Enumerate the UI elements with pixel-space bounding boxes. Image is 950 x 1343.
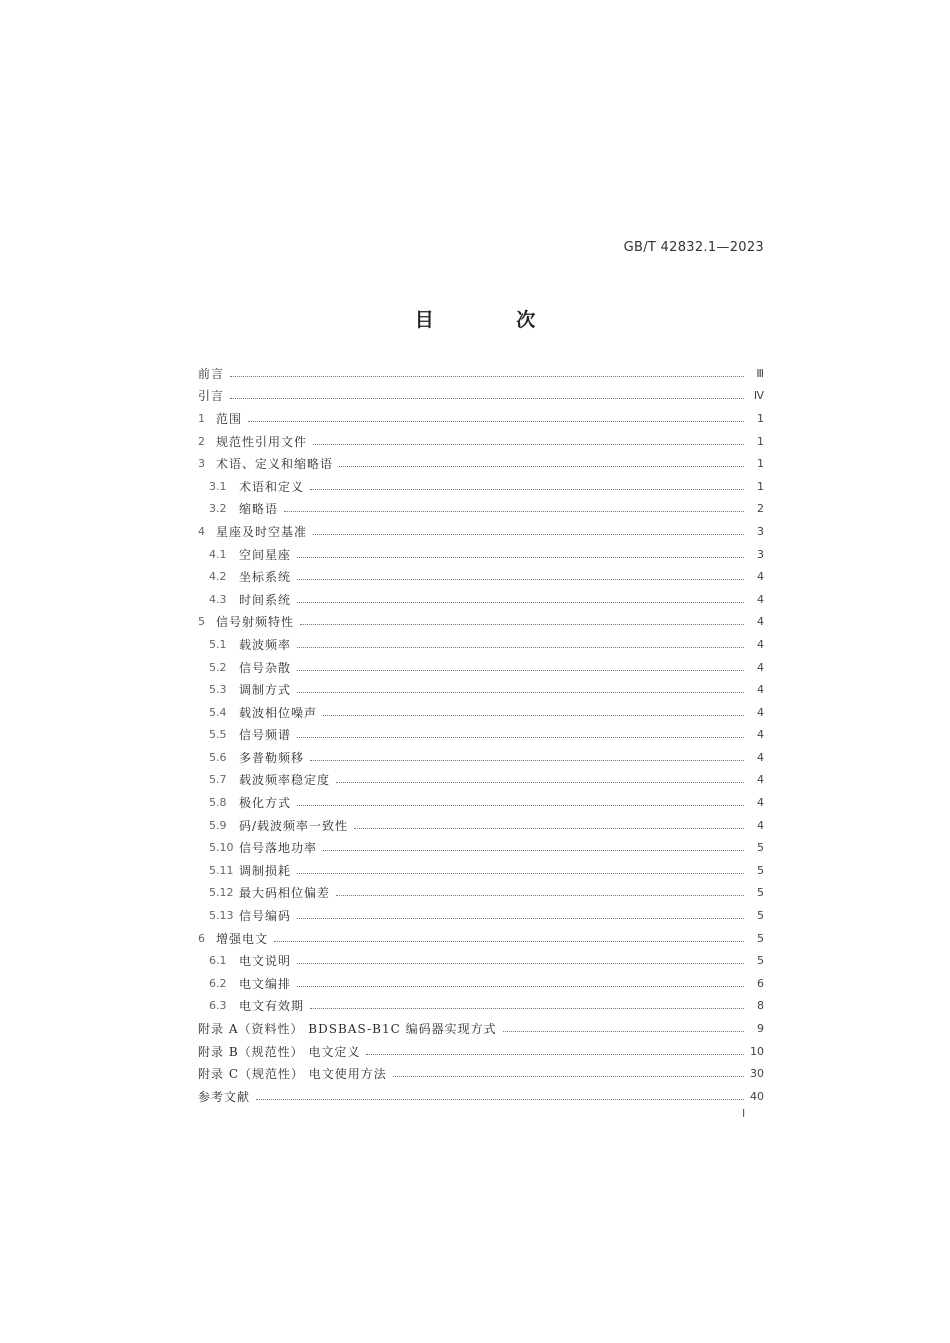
toc-entry[interactable] [198, 859, 764, 882]
toc-entry[interactable] [198, 769, 764, 792]
toc-entry-label: 电文编排 [239, 976, 292, 991]
toc-entry-label: 信号射频特性 [216, 615, 295, 630]
toc-entry-number: 3.1 [209, 479, 227, 493]
toc-entry-page: 4 [757, 750, 764, 764]
toc-entry-page: 4 [757, 818, 764, 832]
toc-entry-page: 4 [757, 728, 764, 742]
toc-entry-number: 6 [198, 931, 205, 945]
page-number: I [742, 1107, 746, 1120]
toc-entry-label: 调制方式 [239, 683, 292, 698]
toc-entry[interactable] [198, 836, 764, 859]
toc-entry-label: 多普勒频移 [239, 750, 305, 765]
toc-entry-label: 星座及时空基准 [216, 524, 308, 539]
toc-entry-page: Ⅳ [753, 389, 764, 403]
toc-entry-page: 30 [750, 1067, 764, 1081]
toc-entry-number: 5.2 [209, 660, 227, 674]
toc-entry-label: 附录 B（规范性） 电文定义 [198, 1044, 361, 1059]
toc-entry[interactable] [198, 1062, 764, 1085]
toc-entry-page: 3 [757, 524, 764, 538]
dot-leader [297, 986, 744, 987]
toc-entry[interactable] [198, 430, 764, 453]
toc-entry-page: 3 [757, 547, 764, 561]
toc-entry-number: 1 [198, 411, 205, 425]
toc-entry-label: 引言 [198, 389, 225, 404]
toc-entry[interactable] [198, 746, 764, 769]
toc-entry-number: 3.2 [209, 502, 227, 516]
toc-entry-page: 4 [757, 705, 764, 719]
toc-entry-number: 5.4 [209, 705, 227, 719]
toc-entry-page: 4 [757, 570, 764, 584]
toc-entry-page: 9 [757, 1022, 764, 1036]
toc-entry-number: 5.13 [209, 909, 234, 923]
toc-entry-label: 术语和定义 [239, 479, 305, 494]
toc-entry-label: 附录 A（资料性） BDSBAS-B1C 编码器实现方式 [198, 1022, 497, 1037]
toc-entry-page: 10 [750, 1044, 764, 1058]
toc-entry[interactable] [198, 1040, 764, 1063]
dot-leader [310, 489, 744, 490]
toc-entry-page: 1 [757, 411, 764, 425]
toc-entry[interactable] [198, 407, 764, 430]
dot-leader [274, 941, 744, 942]
toc-entry-label: 载波频率稳定度 [239, 773, 331, 788]
toc-entry[interactable] [198, 633, 764, 656]
toc-entry-number: 5.5 [209, 728, 227, 742]
toc-entry-page: 5 [757, 931, 764, 945]
toc-entry[interactable] [198, 678, 764, 701]
toc-entry[interactable] [198, 543, 764, 566]
toc-entry-label: 信号落地功率 [239, 841, 318, 856]
toc-entry[interactable] [198, 814, 764, 837]
toc-entry-label: 电文有效期 [239, 999, 305, 1014]
toc-entry-number: 5.11 [209, 863, 234, 877]
toc-entry[interactable] [198, 724, 764, 747]
toc-entry-label: 范围 [216, 411, 243, 426]
toc-entry[interactable] [198, 385, 764, 408]
toc-entry-page: 2 [757, 502, 764, 516]
toc-entry-page: 4 [757, 796, 764, 810]
toc-entry-page: 5 [757, 841, 764, 855]
dot-leader [366, 1054, 744, 1055]
toc-entry[interactable] [198, 565, 764, 588]
dot-leader [230, 376, 744, 377]
toc-entry-number: 5.8 [209, 796, 227, 810]
dot-leader [310, 760, 744, 761]
toc-entry[interactable] [198, 656, 764, 679]
toc-entry-label: 最大码相位偏差 [239, 886, 331, 901]
dot-leader [503, 1031, 744, 1032]
toc-entry-label: 空间星座 [239, 547, 292, 562]
toc-entry-label: 信号编码 [239, 909, 292, 924]
toc-entry[interactable] [198, 791, 764, 814]
toc-entry-label: 载波相位噪声 [239, 705, 318, 720]
toc-entry-page: 1 [757, 457, 764, 471]
toc-entry[interactable] [198, 611, 764, 634]
toc-entry[interactable] [198, 520, 764, 543]
toc-entry-number: 5.10 [209, 841, 234, 855]
toc-entry-number: 4 [198, 524, 205, 538]
toc-entry-number: 4.1 [209, 547, 227, 561]
toc-entry-number: 6.3 [209, 999, 227, 1013]
toc-entry-page: 4 [757, 637, 764, 651]
toc-entry-page: 5 [757, 954, 764, 968]
toc-entry[interactable] [198, 927, 764, 950]
dot-leader [297, 805, 744, 806]
toc-entry-label: 极化方式 [239, 796, 292, 811]
toc-entry-number: 5.3 [209, 683, 227, 697]
toc-entry-page: Ⅲ [756, 366, 764, 380]
toc-entry[interactable] [198, 949, 764, 972]
toc-entry-page: 4 [757, 773, 764, 787]
dot-leader [297, 918, 744, 919]
toc-entry-label: 缩略语 [239, 502, 279, 517]
toc-entry-label: 附录 C（规范性） 电文使用方法 [198, 1067, 387, 1082]
toc-entry-label: 坐标系统 [239, 570, 292, 585]
toc-entry-number: 3 [198, 457, 205, 471]
toc-entry-number: 5.12 [209, 886, 234, 900]
toc-entry-number: 4.2 [209, 570, 227, 584]
toc-entry-page: 5 [757, 863, 764, 877]
toc-entry[interactable] [198, 498, 764, 521]
toc-entry-page: 40 [750, 1089, 764, 1103]
toc-entry-page: 6 [757, 976, 764, 990]
toc-entry-label: 调制损耗 [239, 863, 292, 878]
dot-leader [393, 1076, 744, 1077]
toc-entry-number: 2 [198, 434, 205, 448]
dot-leader [297, 873, 744, 874]
toc-entry-label: 码/载波频率一致性 [239, 818, 349, 833]
toc-entry-label: 载波频率 [239, 637, 292, 652]
toc-entry-label: 信号频谱 [239, 728, 292, 743]
toc-entry-number: 5.6 [209, 750, 227, 764]
toc-entry[interactable] [198, 475, 764, 498]
toc-entry-page: 5 [757, 886, 764, 900]
toc-entry-page: 8 [757, 999, 764, 1013]
dot-leader [300, 624, 744, 625]
toc-entry-page: 4 [757, 683, 764, 697]
table-of-contents [198, 362, 764, 1108]
dot-leader [297, 557, 744, 558]
dot-leader [256, 1099, 744, 1100]
toc-entry[interactable] [198, 1017, 764, 1040]
toc-entry-page: 4 [757, 615, 764, 629]
toc-entry-page: 4 [757, 592, 764, 606]
toc-entry-number: 5 [198, 615, 205, 629]
toc-entry[interactable] [198, 972, 764, 995]
toc-entry-label: 前言 [198, 366, 225, 381]
toc-entry-page: 1 [757, 479, 764, 493]
toc-entry[interactable] [198, 995, 764, 1018]
dot-leader [297, 963, 744, 964]
toc-entry-label: 术语、定义和缩略语 [216, 457, 334, 472]
dot-leader [323, 715, 744, 716]
dot-leader [339, 466, 744, 467]
toc-entry-label: 参考文献 [198, 1089, 251, 1104]
toc-entry[interactable] [198, 588, 764, 611]
toc-entry[interactable] [198, 882, 764, 905]
toc-entry-page: 4 [757, 660, 764, 674]
toc-entry-page: 5 [757, 909, 764, 923]
dot-leader [323, 850, 744, 851]
toc-entry[interactable] [198, 904, 764, 927]
standard-number: GB/T 42832.1—2023 [623, 240, 764, 255]
dot-leader [297, 579, 744, 580]
dot-leader [336, 782, 744, 783]
toc-entry-number: 5.1 [209, 637, 227, 651]
dot-leader [336, 895, 744, 896]
toc-entry[interactable] [198, 362, 764, 385]
toc-entry-number: 4.3 [209, 592, 227, 606]
dot-leader [230, 398, 744, 399]
toc-entry[interactable] [198, 1085, 764, 1108]
toc-entry-label: 信号杂散 [239, 660, 292, 675]
dot-leader [310, 1008, 744, 1009]
toc-entry[interactable] [198, 701, 764, 724]
dot-leader [248, 421, 744, 422]
dot-leader [297, 647, 744, 648]
toc-entry-number: 5.7 [209, 773, 227, 787]
dot-leader [297, 670, 744, 671]
dot-leader [297, 692, 744, 693]
dot-leader [313, 444, 744, 445]
toc-entry-number: 5.9 [209, 818, 227, 832]
dot-leader [313, 534, 744, 535]
dot-leader [354, 828, 744, 829]
toc-entry-label: 时间系统 [239, 592, 292, 607]
dot-leader [297, 602, 744, 603]
dot-leader [297, 737, 744, 738]
toc-entry-page: 1 [757, 434, 764, 448]
toc-entry-number: 6.1 [209, 954, 227, 968]
toc-entry-label: 电文说明 [239, 954, 292, 969]
dot-leader [284, 511, 744, 512]
toc-entry-label: 规范性引用文件 [216, 434, 308, 449]
toc-entry-number: 6.2 [209, 976, 227, 990]
toc-entry-label: 增强电文 [216, 931, 269, 946]
toc-entry[interactable] [198, 452, 764, 475]
toc-title: 目 次 [414, 309, 574, 331]
